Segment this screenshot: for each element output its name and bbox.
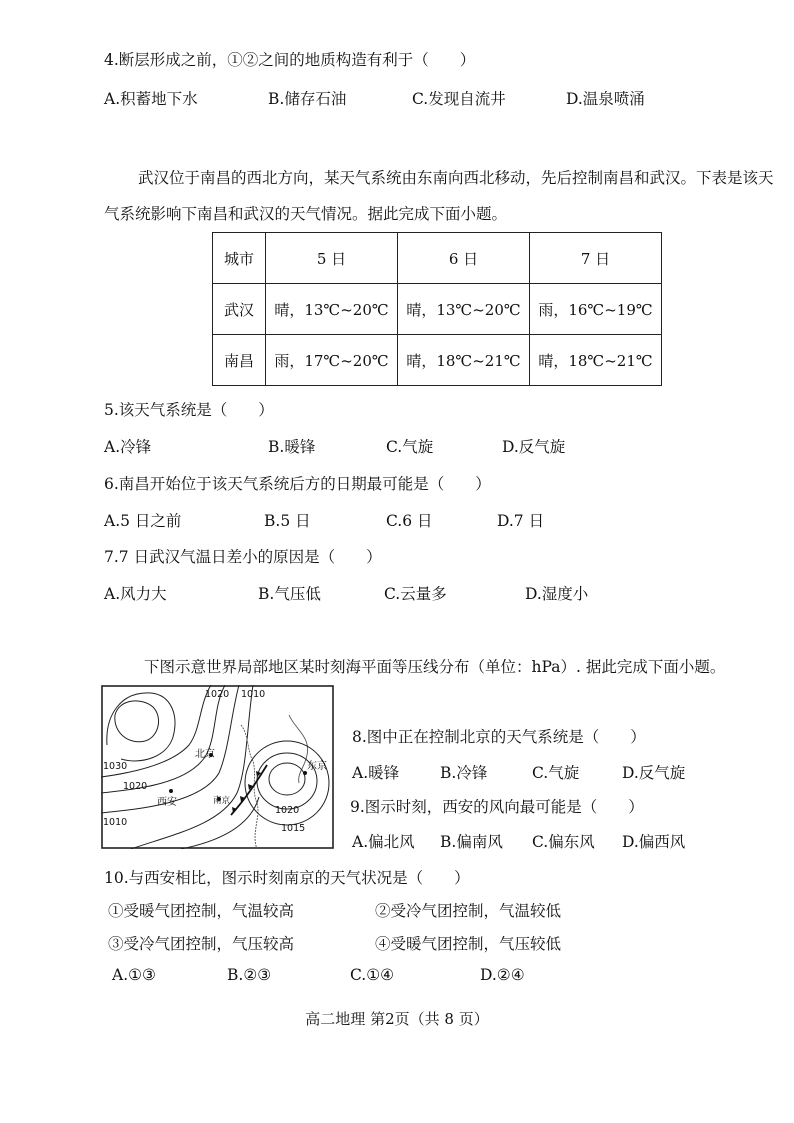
table-cell: 晴，13℃~20℃ — [398, 284, 530, 335]
q10-option-b: B.②③ — [227, 966, 272, 984]
q5-option-d: D.反气旋 — [502, 438, 566, 456]
q7-option-b: B.气压低 — [258, 585, 321, 603]
isobar-label: 1020 — [275, 805, 300, 816]
place-label-nanjing: 南京 — [213, 796, 231, 806]
q9-option-d: D.偏西风 — [622, 833, 686, 851]
isobar-label: 1020 — [205, 689, 230, 700]
table-row — [213, 335, 662, 386]
q5-option-a: A.冷锋 — [104, 438, 152, 456]
place-label-beijing: 北京 — [195, 749, 215, 760]
table-header-cell: 7 日 — [530, 233, 662, 284]
table-cell: 南昌 — [213, 335, 266, 386]
q6-option-d: D.7 日 — [497, 512, 545, 530]
place-label-tokyo: 东京 — [307, 761, 327, 772]
q10-statement-2: ②受冷气团控制，气温较低 — [375, 902, 562, 920]
question-7-stem: 7.7 日武汉气温日差小的原因是（ ） — [104, 548, 382, 566]
table-header-cell: 5 日 — [266, 233, 398, 284]
table-cell: 晴，18℃~21℃ — [398, 335, 530, 386]
question-9-stem: 9.图示时刻，西安的风向最可能是（ ） — [350, 798, 644, 816]
q5-option-c: C.气旋 — [386, 438, 434, 456]
q5-option-b: B.暖锋 — [268, 438, 316, 456]
isobar-label: 1015 — [281, 823, 306, 834]
q7-option-d: D.湿度小 — [525, 585, 589, 603]
q8-option-b: B.冷锋 — [440, 764, 488, 782]
weather-table — [212, 232, 662, 386]
q8-option-a: A.暖锋 — [352, 764, 400, 782]
q6-option-a: A.5 日之前 — [104, 512, 182, 530]
question-10-stem: 10.与西安相比，图示时刻南京的天气状况是（ ） — [104, 869, 470, 887]
q10-option-d: D.②④ — [480, 966, 525, 984]
isobar-label: 1030 — [103, 761, 128, 772]
q10-option-a: A.①③ — [112, 966, 156, 984]
q9-option-b: B.偏南风 — [440, 833, 503, 851]
table-header-cell: 6 日 — [398, 233, 530, 284]
q10-statement-3: ③受冷气团控制，气压较高 — [108, 935, 295, 953]
question-5-stem: 5.该天气系统是（ ） — [104, 401, 274, 419]
q8-option-d: D.反气旋 — [622, 764, 686, 782]
q7-option-a: A.风力大 — [104, 585, 167, 603]
question-6-stem: 6.南昌开始位于该天气系统后方的日期最可能是（ ） — [104, 475, 491, 493]
isobar-map — [101, 685, 334, 849]
q6-option-b: B.5 日 — [264, 512, 311, 530]
q10-statement-1: ①受暖气团控制，气温较高 — [108, 902, 295, 920]
table-row — [213, 284, 662, 335]
question-8-stem: 8.图中正在控制北京的天气系统是（ ） — [352, 728, 646, 746]
q10-option-c: C.①④ — [350, 966, 395, 984]
table-cell: 武汉 — [213, 284, 266, 335]
table-cell: 晴，13℃~20℃ — [266, 284, 398, 335]
table-header-cell: 城市 — [213, 233, 266, 284]
q4-option-a: A.积蓄地下水 — [104, 90, 198, 108]
intro-paragraph-weather: 武汉位于南昌的西北方向，某天气系统由东南向西北移动，先后控制南昌和武汉。下表是该天气系统影响下南昌和武汉的天气情况。据此完成下面小题。 — [104, 169, 774, 223]
table-cell: 雨，16℃~19℃ — [530, 284, 662, 335]
page-footer: 高二地理 第2页（共 8 页） — [305, 1010, 489, 1028]
q9-option-c: C.偏东风 — [532, 833, 595, 851]
table-header-row — [213, 233, 662, 284]
table-cell: 雨，17℃~20℃ — [266, 335, 398, 386]
isobar-label: 1010 — [103, 817, 128, 828]
intro-paragraph-map: 下图示意世界局部地区某时刻海平面等压线分布（单位：hPa）. 据此完成下面小题。 — [144, 658, 726, 676]
q7-option-c: C.云量多 — [384, 585, 447, 603]
place-label-xian: 西安 — [157, 797, 177, 808]
table-cell: 晴，18℃~21℃ — [530, 335, 662, 386]
q10-statement-4: ④受暖气团控制，气压较低 — [375, 935, 562, 953]
q4-option-c: C.发现自流井 — [412, 90, 506, 108]
isobar-label: 1010 — [241, 689, 266, 700]
isobar-label: 1020 — [123, 781, 148, 792]
q6-option-c: C.6 日 — [386, 512, 433, 530]
q8-option-c: C.气旋 — [532, 764, 580, 782]
q9-option-a: A.偏北风 — [352, 833, 415, 851]
question-4-stem: 4.断层形成之前，①②之间的地质构造有利于（ ） — [104, 51, 476, 69]
q4-option-d: D.温泉喷涌 — [566, 90, 645, 108]
q4-option-b: B.储存石油 — [268, 90, 347, 108]
